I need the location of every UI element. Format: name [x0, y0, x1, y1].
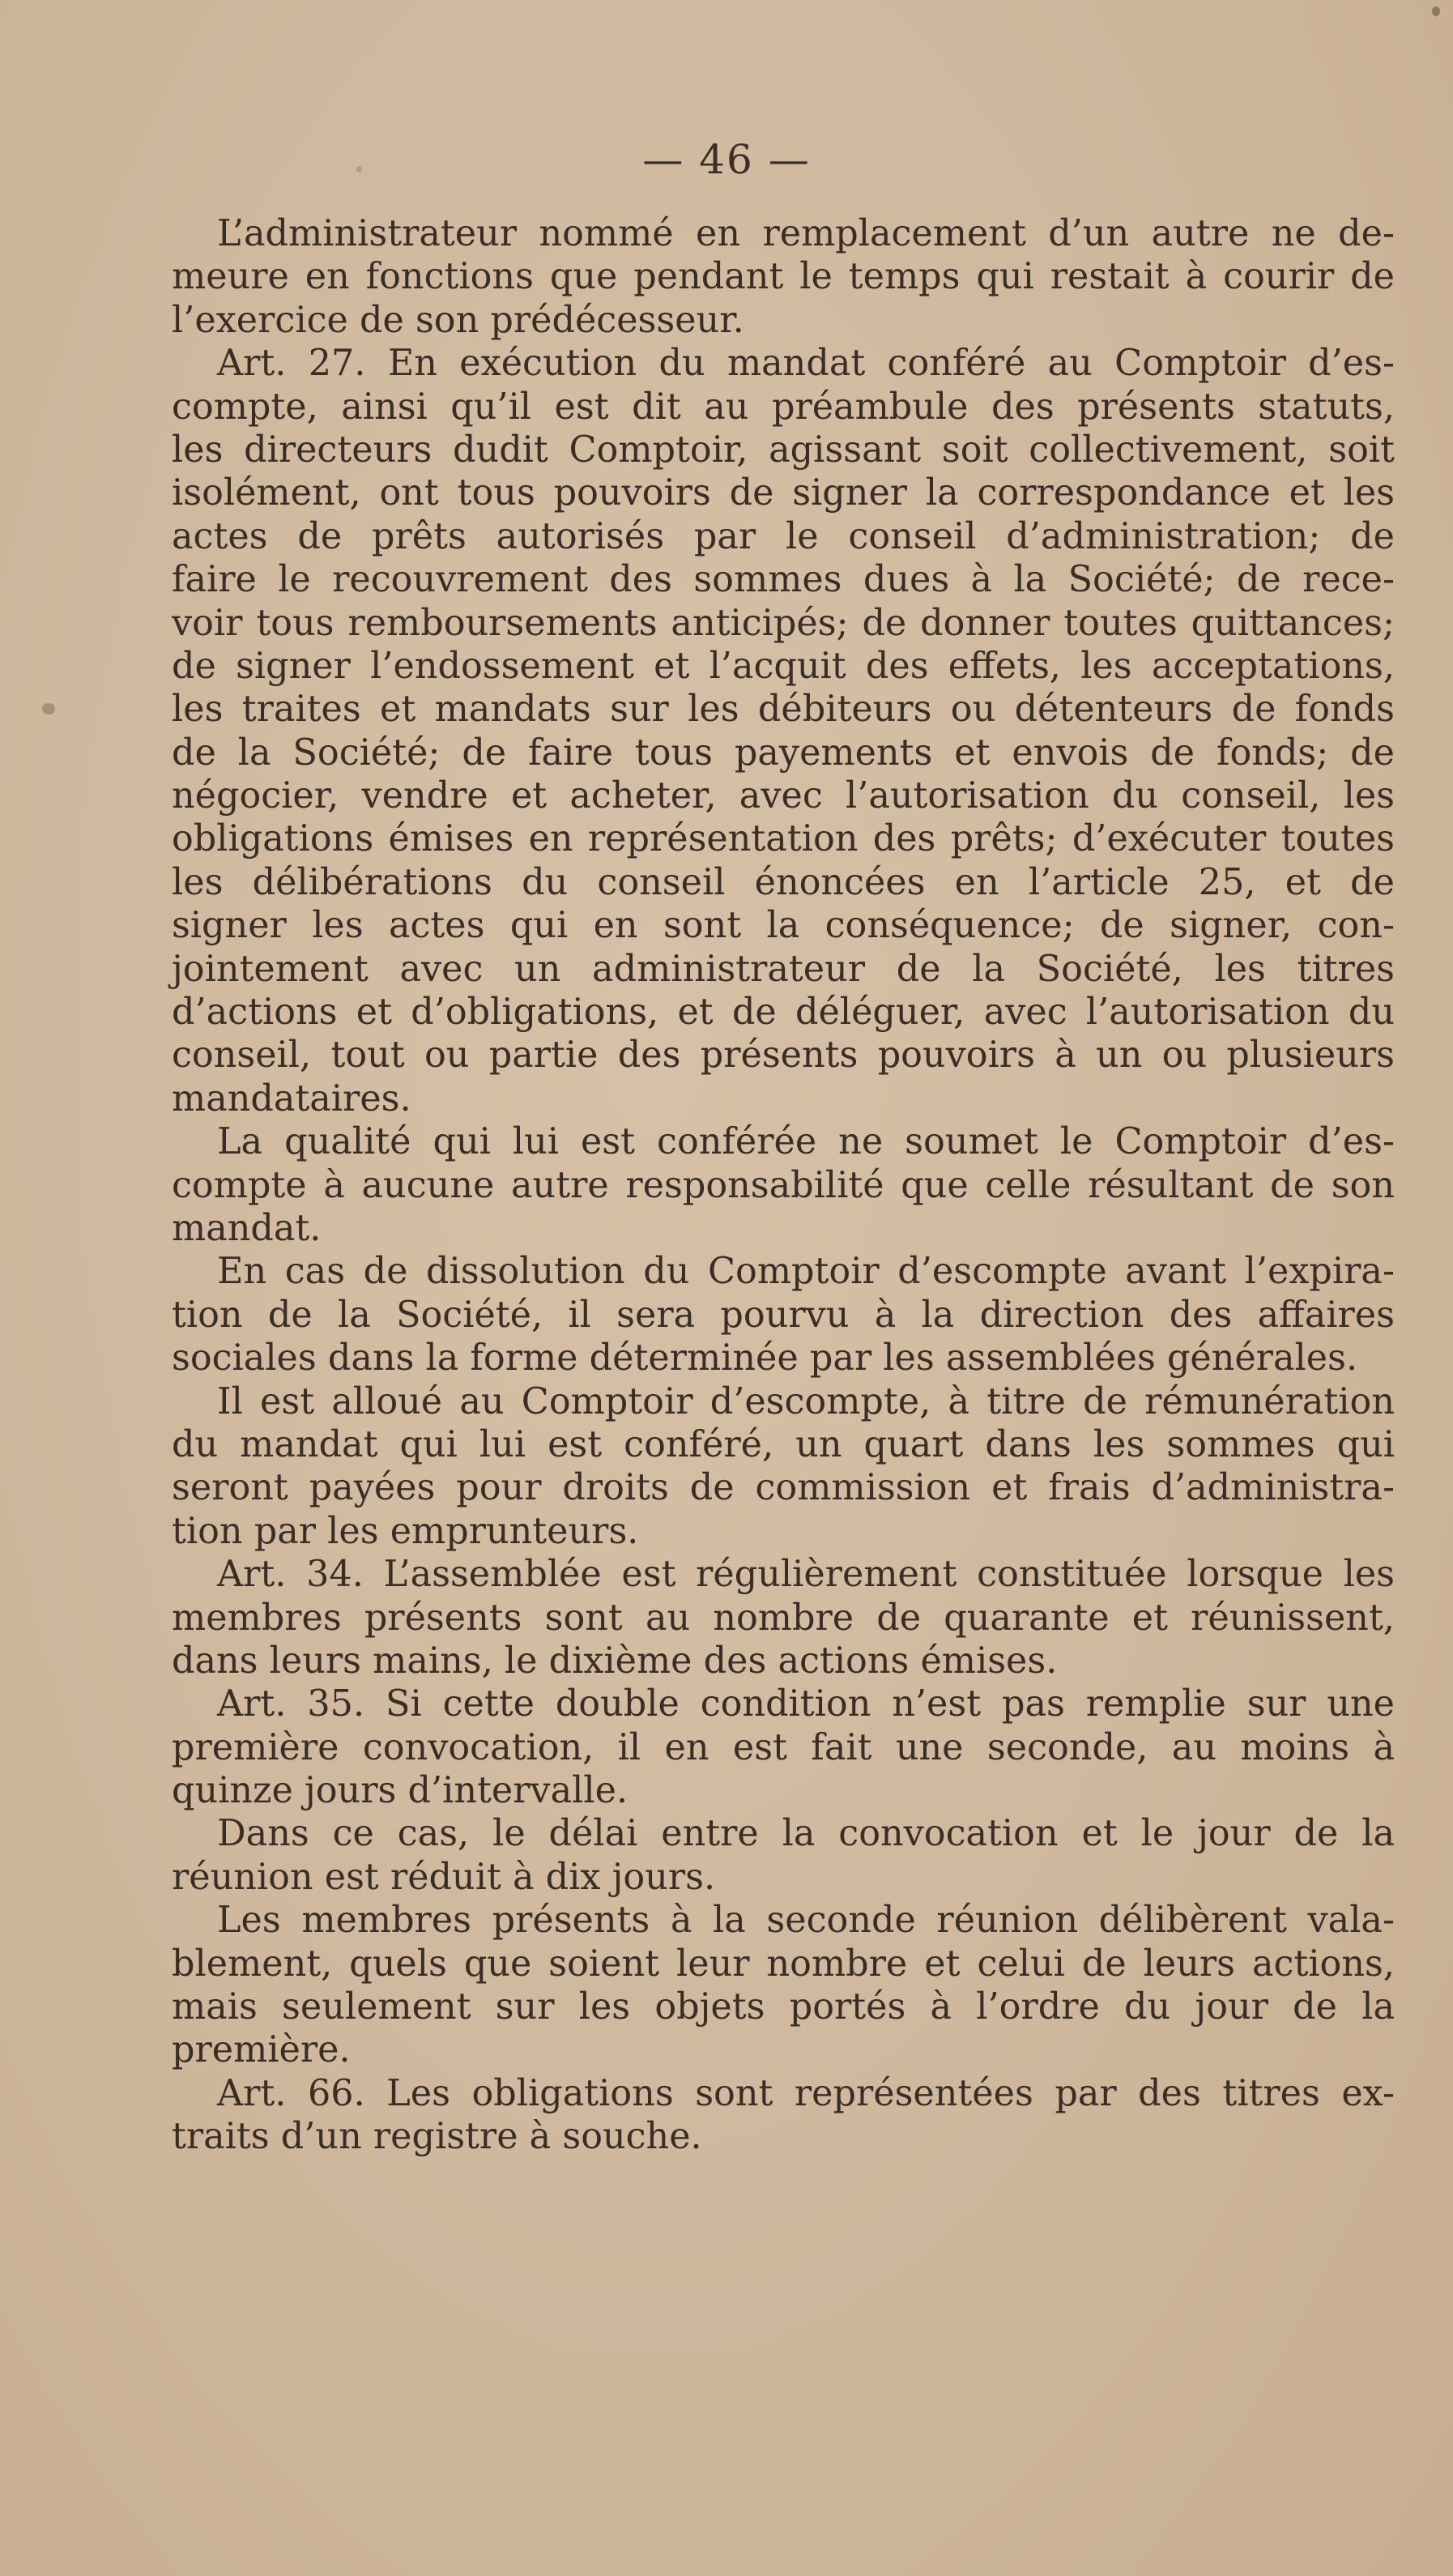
text-line: quinze jours d’intervalle. — [172, 1770, 628, 1812]
text-line: Dans ce cas, le délai entre la convocation et le jour de la — [217, 1813, 1395, 1855]
paper-speck — [42, 703, 55, 714]
text-line: réunion est réduit à dix jours. — [172, 1856, 716, 1898]
text-line: compte, ainsi qu’il est dit au préambule des présents statuts, — [172, 386, 1395, 428]
text-line: de la Société; de faire tous payements et envois de fonds; de — [172, 731, 1395, 774]
text-line: obligations émises en représentation des prêts; d’exécuter toutes — [172, 818, 1395, 860]
text-line: En cas de dissolution du Comptoir d’escompte avant l’expira- — [217, 1251, 1395, 1293]
text-line: négocier, vendre et acheter, avec l’autorisation du conseil, les — [172, 775, 1395, 817]
text-line: meure en fonctions que pendant le temps qui restait à courir de — [172, 256, 1395, 298]
text-line: première. — [172, 2029, 351, 2071]
page-number: — 46 — — [642, 136, 811, 183]
text-line: membres présents sont au nombre de quarante et réunissent, — [172, 1597, 1395, 1639]
text-line: voir tous remboursements anticipés; de donner toutes quittances; — [172, 602, 1395, 644]
text-line: compte à aucune autre responsabilité que celle résultant de son — [172, 1164, 1395, 1206]
text-line: conseil, tout ou partie des présents pouvoirs à un ou plusieurs — [172, 1034, 1395, 1077]
text-line: actes de prêts autorisés par le conseil d’administration; de — [172, 515, 1395, 557]
text-line: du mandat qui lui est conféré, un quart dans les sommes qui — [172, 1423, 1395, 1465]
text-line: tion de la Société, il sera pourvu à la direction des affaires — [172, 1294, 1395, 1336]
text-line: les délibérations du conseil énoncées en l’article 25, et de — [172, 861, 1395, 903]
text-line: Art. 35. Si cette double condition n’est pas remplie sur une — [217, 1683, 1395, 1725]
text-line: d’actions et d’obligations, et de déléguer, avec l’autorisation du — [172, 992, 1395, 1034]
text-line: les directeurs dudit Comptoir, agissant soit collectivement, soit — [172, 429, 1395, 471]
text-line: première convocation, il en est fait une seconde, au moins à — [172, 1726, 1395, 1768]
text-line: dans leurs mains, le dixième des actions émises. — [172, 1640, 1058, 1682]
text-line: tion par les emprunteurs. — [172, 1510, 639, 1552]
text-line: Il est alloué au Comptoir d’escompte, à titre de rémunération — [217, 1380, 1395, 1422]
text-line: l’exercice de son prédécesseur. — [172, 299, 744, 341]
text-line: faire le recouvrement des sommes dues à la Société; de rece- — [172, 559, 1395, 601]
text-line: isolément, ont tous pouvoirs de signer la correspondance et les — [172, 472, 1395, 514]
text-line: sociales dans la forme déterminée par les assemblées générales. — [172, 1337, 1358, 1380]
text-line: La qualité qui lui est conférée ne soumet le Comptoir d’es- — [217, 1121, 1395, 1163]
text-line: les traites et mandats sur les débiteurs ou détenteurs de fonds — [172, 689, 1395, 731]
text-line: Art. 66. Les obligations sont représentées par des titres ex- — [217, 2072, 1395, 2114]
text-line: Art. 27. En exécution du mandat conféré au Comptoir d’es- — [217, 343, 1395, 385]
text-line: mandat. — [172, 1207, 322, 1249]
text-line: mandataires. — [172, 1077, 411, 1120]
text-line: jointement avec un administrateur de la Société, les titres — [172, 948, 1395, 990]
text-line: Les membres présents à la seconde réunion délibèrent vala- — [217, 1900, 1395, 1942]
body-text — [172, 212, 1395, 2159]
text-line: traits d’un registre à souche. — [172, 2116, 702, 2158]
text-line: mais seulement sur les objets portés à l’ordre du jour de la — [172, 1986, 1395, 2028]
text-line: blement, quels que soient leur nombre et celui de leurs actions, — [172, 1943, 1395, 1985]
text-line: Art. 34. L’assemblée est régulièrement constituée lorsque les — [217, 1554, 1395, 1596]
text-line: seront payées pour droits de commission et frais d’administra- — [172, 1467, 1395, 1509]
paper-speck — [1432, 6, 1440, 16]
text-line: de signer l’endossement et l’acquit des effets, les acceptations, — [172, 645, 1395, 687]
text-line: L’administrateur nommé en remplacement d’un autre ne de- — [217, 213, 1395, 254]
text-line: signer les actes qui en sont la conséquence; de signer, con- — [172, 905, 1395, 947]
